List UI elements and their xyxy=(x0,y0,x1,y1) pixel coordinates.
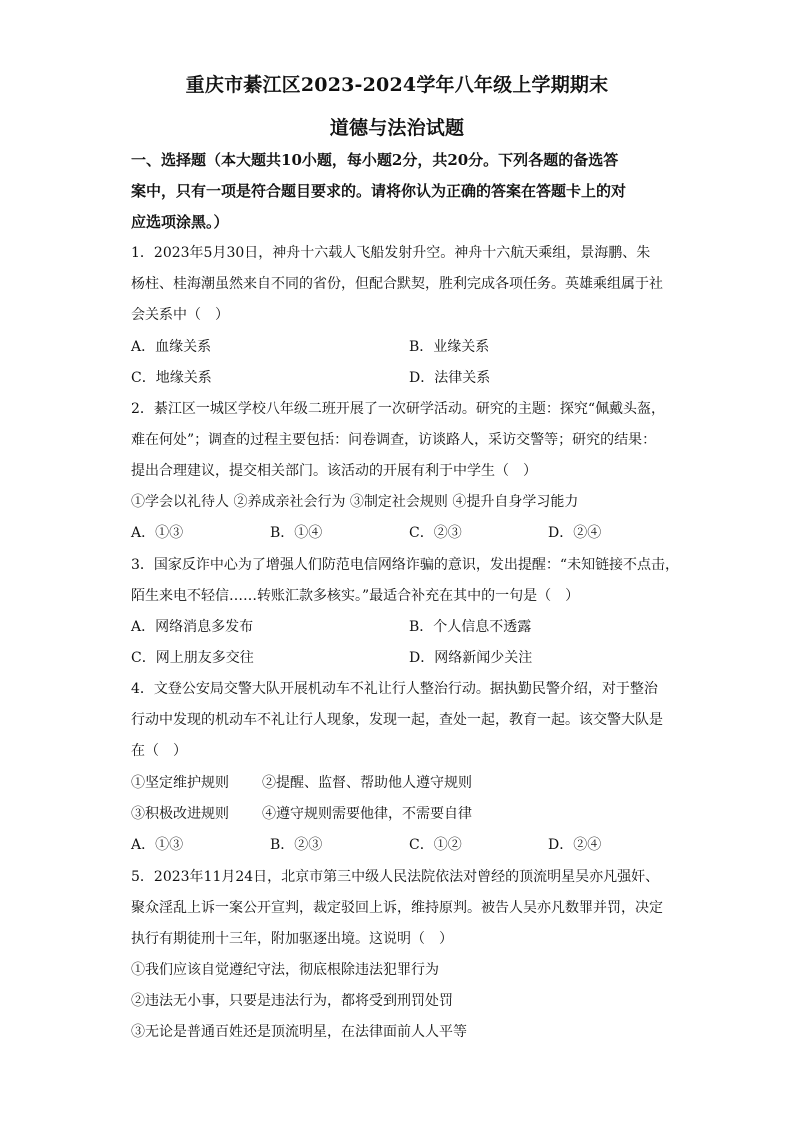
section-instructions-line-1: 一、选择题（本大题共10小题，每小题2分，共20分。下列各题的备选答 xyxy=(131,151,619,169)
q4-statement-2: ②提醒、监督、帮助他人遵守规则 xyxy=(262,775,472,791)
q5-stem-line-1: 5．2023年11月24日，北京市第三中级人民法院依法对曾经的顶流明星吴亦凡强奸、 xyxy=(131,869,660,885)
q2-stem-line-2: 难在何处”；调查的过程主要包括：问卷调查，访谈路人，采访交警等；研究的结果： xyxy=(131,432,657,448)
q4-option-b: B．②③ xyxy=(270,837,323,853)
q4-stem-line-3: 在（ ） xyxy=(131,743,187,759)
q4-stem-line-1: 4．文登公安局交警大队开展机动车不礼让行人整治行动。据执勤民警介绍，对于整治 xyxy=(131,681,658,697)
section-instructions-line-2: 案中，只有一项是符合题目要求的。请将你认为正确的答案在答题卡上的对 xyxy=(131,182,627,200)
q2-option-a: A．①③ xyxy=(131,525,184,541)
q5-statement-2: ②违法无小事，只要是违法行为，都将受到刑罚处罚 xyxy=(131,993,453,1009)
q1-option-b: B．业缘关系 xyxy=(409,339,490,355)
q4-statement-1: ①坚定维护规则 xyxy=(131,775,229,791)
q3-stem-line-1: 3．国家反诈中心为了增强人们防范电信网络诈骗的意识，发出提醒：“未知链接不点击， xyxy=(131,557,680,573)
q1-option-a: A．血缘关系 xyxy=(131,339,212,355)
q5-statement-3: ③无论是普通百姓还是顶流明星，在法律面前人人平等 xyxy=(131,1024,467,1040)
q3-option-d: D．网络新闻少关注 xyxy=(409,650,533,666)
q5-statement-1: ①我们应该自觉遵纪守法，彻底根除违法犯罪行为 xyxy=(131,962,439,978)
q2-option-d: D．②④ xyxy=(548,525,602,541)
q4-statement-3: ③积极改进规则 xyxy=(131,806,229,822)
exam-subtitle: 道德与法治试题 xyxy=(329,117,465,139)
q4-stem-line-2: 行动中发现的机动车不礼让行人现象，发现一起，查处一起，教育一起。该交警大队是 xyxy=(131,712,663,728)
q3-option-b: B．个人信息不透露 xyxy=(409,619,532,635)
q2-option-c: C．②③ xyxy=(409,525,462,541)
q5-stem-line-2: 聚众淫乱上诉一案公开宣判，裁定驳回上诉，维持原判。被告人吴亦凡数罪并罚，决定 xyxy=(131,900,663,916)
exam-title: 重庆市綦江区2023-2024学年八年级上学期期末 xyxy=(185,74,609,96)
section-instructions-line-3: 应选项涂黑。） xyxy=(131,213,229,231)
q3-stem-line-2: 陌生来电不轻信……转账汇款多核实。”最适合补充在其中的一句是（ ） xyxy=(131,588,580,604)
q2-statements: ①学会以礼待人 ②养成亲社会行为 ③制定社会规则 ④提升自身学习能力 xyxy=(131,494,579,510)
q1-stem-line-3: 会关系中（ ） xyxy=(131,307,229,323)
q1-option-c: C．地缘关系 xyxy=(131,370,212,386)
q4-option-d: D．②④ xyxy=(548,837,602,853)
q1-option-d: D．法律关系 xyxy=(409,370,491,386)
q5-stem-line-3: 执行有期徒刑十三年，附加驱逐出境。这说明（ ） xyxy=(131,931,453,947)
q4-option-c: C．①② xyxy=(409,837,462,853)
q4-option-a: A．①③ xyxy=(131,837,184,853)
q2-option-b: B．①④ xyxy=(270,525,323,541)
q1-stem-line-1: 1．2023年5月30日，神舟十六载人飞船发射升空。神舟十六航天乘组，景海鹏、朱 xyxy=(131,245,651,261)
q3-option-c: C．网上朋友多交往 xyxy=(131,650,254,666)
q4-statement-4: ④遵守规则需要他律，不需要自律 xyxy=(262,806,472,822)
q2-stem-line-3: 提出合理建议，提交相关部门。该活动的开展有利于中学生（ ） xyxy=(131,463,537,479)
q3-option-a: A．网络消息多发布 xyxy=(131,619,254,635)
q2-stem-line-1: 2．綦江区一城区学校八年级二班开展了一次研学活动。研究的主题：探究“佩戴头盔， xyxy=(131,401,666,417)
q1-stem-line-2: 杨柱、桂海潮虽然来自不同的省份，但配合默契，胜利完成各项任务。英雄乘组属于社 xyxy=(131,276,663,292)
